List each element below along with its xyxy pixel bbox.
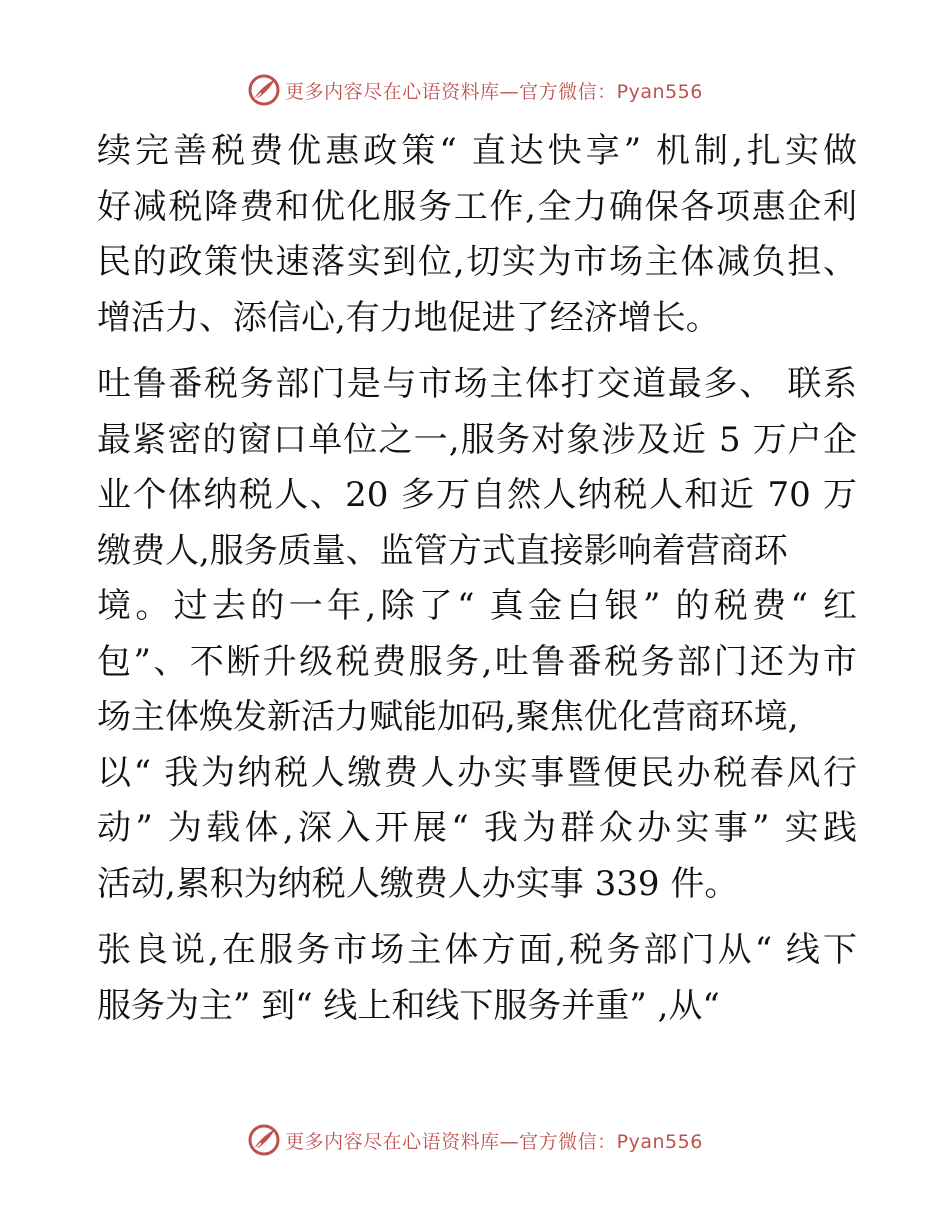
text-line: 包”、不断升级税费服务,吐鲁番税务部门还为市 — [97, 641, 857, 682]
text-line: 好减税降费和优化服务工作,全力确保各项惠企利 — [97, 186, 857, 227]
body-text — [97, 124, 857, 1034]
text-line: 张良说,在服务市场主体方面,税务部门从“ 线下 — [97, 930, 857, 970]
paragraph-1 — [97, 124, 857, 346]
text-line: 场主体焕发新活力赋能加码,聚焦优化营商环境, — [97, 697, 799, 737]
text-line: 吐鲁番税务部门是与市场主体打交道最多、 联系 — [97, 364, 857, 404]
text-line: 民的政策快速落实到位,切实为市场主体减负担、 — [97, 242, 857, 282]
text-line: 最紧密的窗口单位之一,服务对象涉及近 5 万户企 — [97, 419, 857, 460]
quill-logo-icon — [247, 73, 281, 107]
text-line: 以“ 我为纳税人缴费人办实事暨便民办税春风行 — [97, 752, 857, 793]
text-line: 缴费人,服务质量、监管方式直接影响着营商环 — [97, 530, 788, 571]
text-line: 服务为主” 到“ 线上和线下服务并重” ,从“ — [97, 985, 720, 1026]
text-line: 业个体纳税人、20 多万自然人纳税人和近 70 万 — [97, 475, 857, 515]
text-line: 境。过去的一年,除了“ 真金白银” 的税费“ 红 — [97, 586, 857, 626]
header-watermark — [0, 72, 950, 108]
quill-logo-icon — [247, 1123, 281, 1157]
watermark-text: 更多内容尽在心语资料库—官方微信：Pyan556 — [285, 80, 703, 103]
watermark-text: 更多内容尽在心语资料库—官方微信：Pyan556 — [285, 1130, 703, 1153]
text-line: 续完善税费优惠政策“ 直达快享” 机制,扎实做 — [97, 131, 857, 171]
paragraph-3 — [97, 923, 857, 1034]
text-line: 增活力、添信心,有力地促进了经济增长。 — [97, 297, 720, 338]
text-line: 动” 为载体,深入开展“ 我为群众办实事” 实践 — [97, 808, 857, 848]
footer-watermark — [0, 1122, 950, 1158]
text-line: 活动,累积为纳税人缴费人办实事 339 件。 — [97, 863, 739, 904]
paragraph-2 — [97, 357, 857, 912]
